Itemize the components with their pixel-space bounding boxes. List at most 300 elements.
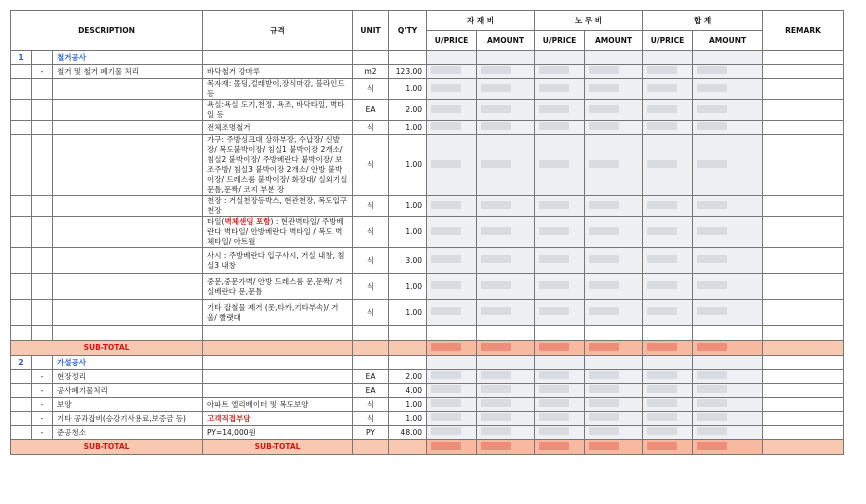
- item-dash: -: [32, 412, 53, 426]
- redacted-amount-cell: [477, 100, 535, 121]
- item-unit: 식: [353, 121, 389, 135]
- redacted-value: [431, 385, 461, 393]
- redacted-value: [539, 385, 569, 393]
- item-qty: 3.00: [389, 248, 427, 274]
- col-material-uprice: U/PRICE: [427, 31, 477, 51]
- subtotal-spec: SUB-TOTAL: [203, 440, 353, 455]
- number-cell: [11, 100, 32, 121]
- redacted-amount-cell: [477, 79, 535, 100]
- col-qty: Q'TY: [389, 11, 427, 51]
- redacted-amount-cell: [585, 79, 643, 100]
- empty-cell: [477, 326, 535, 341]
- redacted-value: [647, 227, 677, 235]
- redacted-value: [589, 442, 619, 450]
- redacted-value: [589, 385, 619, 393]
- qty-cell: [389, 440, 427, 455]
- redacted-amount-cell: [585, 135, 643, 196]
- redacted-amount-cell: [477, 135, 535, 196]
- redacted-value: [539, 201, 569, 209]
- item-unit: 식: [353, 217, 389, 248]
- item-spec: 바닥철거 강마루: [203, 65, 353, 79]
- col-unit: UNIT: [353, 11, 389, 51]
- remark-cell: [763, 121, 844, 135]
- redacted-amount-cell: [585, 274, 643, 300]
- item-dash: -: [32, 384, 53, 398]
- redacted-amount-cell: [535, 356, 585, 370]
- table-row: [11, 135, 844, 196]
- redacted-amount-cell: [427, 248, 477, 274]
- qty-cell: [389, 341, 427, 356]
- remark-cell: [763, 217, 844, 248]
- redacted-amount-cell: [643, 135, 693, 196]
- redacted-amount-cell: [535, 426, 585, 440]
- redacted-amount-cell: [427, 196, 477, 217]
- redacted-value: [431, 66, 461, 74]
- redacted-amount-cell: [535, 217, 585, 248]
- redacted-value: [697, 413, 727, 421]
- redacted-value: [697, 281, 727, 289]
- unit-cell: [353, 51, 389, 65]
- remark-cell: [763, 65, 844, 79]
- subtotal-spec: [203, 341, 353, 356]
- redacted-value: [647, 84, 677, 92]
- redacted-value: [539, 281, 569, 289]
- redacted-amount-cell: [427, 384, 477, 398]
- redacted-amount-cell: [535, 196, 585, 217]
- redacted-value: [481, 227, 511, 235]
- redacted-amount-cell: [585, 100, 643, 121]
- spec-cell: [203, 356, 353, 370]
- item-unit: 식: [353, 398, 389, 412]
- redacted-amount-cell: [427, 121, 477, 135]
- number-cell: [11, 79, 32, 100]
- redacted-value: [481, 122, 511, 130]
- redacted-amount-cell: [585, 196, 643, 217]
- redacted-amount-cell: [693, 79, 763, 100]
- item-description: [53, 248, 203, 274]
- empty-cell: [11, 326, 32, 341]
- redacted-value: [697, 371, 727, 379]
- redacted-value: [539, 343, 569, 351]
- redacted-value: [589, 255, 619, 263]
- redacted-amount-cell: [477, 341, 535, 356]
- redacted-value: [647, 255, 677, 263]
- redacted-amount-cell: [427, 217, 477, 248]
- item-qty: 4.00: [389, 384, 427, 398]
- table-row: [11, 196, 844, 217]
- item-spec: [203, 217, 353, 248]
- redacted-amount-cell: [535, 300, 585, 326]
- redacted-amount-cell: [427, 341, 477, 356]
- redacted-amount-cell: [585, 426, 643, 440]
- section-number: 1: [11, 51, 32, 65]
- redacted-value: [481, 371, 511, 379]
- redacted-amount-cell: [643, 274, 693, 300]
- remark-cell: [763, 412, 844, 426]
- item-qty: 1.00: [389, 398, 427, 412]
- remark-cell: [763, 248, 844, 274]
- redacted-amount-cell: [643, 426, 693, 440]
- redacted-amount-cell: [535, 398, 585, 412]
- redacted-value: [697, 105, 727, 113]
- table-row: [11, 100, 844, 121]
- redacted-amount-cell: [693, 248, 763, 274]
- col-spec: 규격: [203, 11, 353, 51]
- redacted-value: [481, 160, 511, 168]
- redacted-value: [589, 227, 619, 235]
- redacted-amount-cell: [643, 217, 693, 248]
- redacted-amount-cell: [693, 440, 763, 455]
- remark-cell: [763, 274, 844, 300]
- redacted-value: [647, 160, 677, 168]
- number-cell: [11, 217, 32, 248]
- col-remark: REMARK: [763, 11, 844, 51]
- item-unit: 식: [353, 79, 389, 100]
- redacted-value: [589, 160, 619, 168]
- item-spec: [203, 370, 353, 384]
- item-dash: [32, 300, 53, 326]
- empty-cell: [585, 326, 643, 341]
- spec-cell: [203, 51, 353, 65]
- redacted-amount-cell: [693, 135, 763, 196]
- redacted-amount-cell: [585, 412, 643, 426]
- redacted-amount-cell: [427, 135, 477, 196]
- redacted-value: [431, 371, 461, 379]
- redacted-amount-cell: [535, 51, 585, 65]
- unit-cell: [353, 341, 389, 356]
- redacted-value: [481, 442, 511, 450]
- redacted-value: [539, 105, 569, 113]
- item-dash: -: [32, 65, 53, 79]
- spec-text: ) : 현관벽타일/ 주방베란다 벽타일/ 안방베란다 벽타일 / 복도 벽체타일/ 아트월: [207, 217, 344, 246]
- redacted-amount-cell: [427, 412, 477, 426]
- item-description: [53, 79, 203, 100]
- redacted-value: [589, 66, 619, 74]
- col-total-uprice: U/PRICE: [643, 31, 693, 51]
- empty-cell: [203, 326, 353, 341]
- redacted-value: [481, 385, 511, 393]
- redacted-amount-cell: [585, 370, 643, 384]
- item-qty: 48.00: [389, 426, 427, 440]
- number-cell: [11, 412, 32, 426]
- redacted-amount-cell: [535, 440, 585, 455]
- redacted-amount-cell: [585, 440, 643, 455]
- number-cell: [11, 274, 32, 300]
- redacted-value: [539, 307, 569, 315]
- redacted-amount-cell: [585, 65, 643, 79]
- item-dash: [32, 135, 53, 196]
- redacted-value: [431, 413, 461, 421]
- redacted-value: [589, 399, 619, 407]
- number-cell: [11, 248, 32, 274]
- redacted-amount-cell: [477, 426, 535, 440]
- redacted-value: [539, 160, 569, 168]
- item-unit: 식: [353, 248, 389, 274]
- redacted-value: [589, 281, 619, 289]
- redacted-value: [431, 442, 461, 450]
- item-dash: [32, 248, 53, 274]
- spec-text: 타일(: [207, 217, 225, 226]
- remark-cell: [763, 370, 844, 384]
- redacted-amount-cell: [693, 384, 763, 398]
- item-unit: PY: [353, 426, 389, 440]
- redacted-amount-cell: [427, 274, 477, 300]
- redacted-amount-cell: [585, 356, 643, 370]
- item-spec: 중문,중문가벽/ 안방 드레스룸 문,문짝/ 거실베란다 문,문틀: [203, 274, 353, 300]
- redacted-amount-cell: [643, 65, 693, 79]
- redacted-value: [539, 227, 569, 235]
- redacted-value: [431, 84, 461, 92]
- redacted-amount-cell: [535, 274, 585, 300]
- item-description: [53, 274, 203, 300]
- redacted-amount-cell: [693, 426, 763, 440]
- item-qty: 2.00: [389, 100, 427, 121]
- section-dash-cell: [32, 356, 53, 370]
- section-title: 철거공사: [53, 51, 203, 65]
- table-row: [11, 384, 844, 398]
- qty-cell: [389, 51, 427, 65]
- subtotal-row: [11, 440, 844, 455]
- redacted-amount-cell: [477, 248, 535, 274]
- redacted-amount-cell: [427, 370, 477, 384]
- number-cell: [11, 398, 32, 412]
- redacted-amount-cell: [427, 79, 477, 100]
- item-qty: 1.00: [389, 79, 427, 100]
- item-dash: [32, 274, 53, 300]
- number-cell: [11, 196, 32, 217]
- redacted-value: [697, 427, 727, 435]
- redacted-value: [697, 201, 727, 209]
- redacted-value: [431, 255, 461, 263]
- item-qty: 1.00: [389, 135, 427, 196]
- number-cell: [11, 370, 32, 384]
- remark-cell: [763, 426, 844, 440]
- redacted-value: [431, 122, 461, 130]
- remark-cell: [763, 51, 844, 65]
- redacted-value: [647, 307, 677, 315]
- table-row: [11, 426, 844, 440]
- item-spec: 목자재: 몰딩,걸레받이,장식마감, 블라인드 등: [203, 79, 353, 100]
- redacted-value: [697, 227, 727, 235]
- col-material: 자 재 비: [427, 11, 535, 31]
- section-row: [11, 51, 844, 65]
- redacted-amount-cell: [693, 356, 763, 370]
- item-qty: 1.00: [389, 121, 427, 135]
- redacted-value: [431, 227, 461, 235]
- redacted-amount-cell: [693, 100, 763, 121]
- redacted-amount-cell: [477, 300, 535, 326]
- redacted-amount-cell: [427, 398, 477, 412]
- redacted-value: [589, 343, 619, 351]
- redacted-value: [431, 343, 461, 351]
- redacted-amount-cell: [477, 356, 535, 370]
- redacted-amount-cell: [693, 412, 763, 426]
- table-row: [11, 300, 844, 326]
- redacted-value: [539, 413, 569, 421]
- redacted-value: [431, 399, 461, 407]
- redacted-amount-cell: [477, 440, 535, 455]
- redacted-value: [647, 66, 677, 74]
- redacted-value: [539, 66, 569, 74]
- redacted-value: [431, 201, 461, 209]
- redacted-amount-cell: [477, 217, 535, 248]
- item-spec: 기타 잡철물 제거 (못,타카,기타부속)/ 거울/ 빨랫대: [203, 300, 353, 326]
- redacted-value: [647, 122, 677, 130]
- redacted-amount-cell: [427, 100, 477, 121]
- redacted-value: [539, 427, 569, 435]
- redacted-value: [589, 122, 619, 130]
- redacted-value: [697, 399, 727, 407]
- redacted-amount-cell: [585, 384, 643, 398]
- redacted-amount-cell: [477, 274, 535, 300]
- item-spec: 가구: 주방싱크대 상하부장, 수납장/ 신발장/ 복도붙박이장/ 침실1 붙박이장 2개소/ 침실2 붙박이장/ 주방베란다 붙박이장/ 보조주방/ 침실3 붙박이장 2개소/ 안방 붙박이장/ 드레스룸 붙박이장/ 화장대/ 실외기실 문틀,문짝/ 코지 부분 장: [203, 135, 353, 196]
- redacted-value: [539, 84, 569, 92]
- item-spec: PY=14,000원: [203, 426, 353, 440]
- remark-cell: [763, 196, 844, 217]
- redacted-amount-cell: [643, 412, 693, 426]
- item-spec: 아파트 엘리베이터 및 복도보양: [203, 398, 353, 412]
- empty-cell: [353, 326, 389, 341]
- item-description: 철거 및 철거 폐기물 처리: [53, 65, 203, 79]
- remark-cell: [763, 384, 844, 398]
- redacted-amount-cell: [427, 356, 477, 370]
- redacted-amount-cell: [643, 100, 693, 121]
- redacted-value: [697, 122, 727, 130]
- estimate-table: [10, 10, 844, 455]
- redacted-amount-cell: [693, 341, 763, 356]
- redacted-value: [647, 105, 677, 113]
- item-unit: 식: [353, 135, 389, 196]
- item-description: 보양: [53, 398, 203, 412]
- redacted-amount-cell: [477, 196, 535, 217]
- redacted-amount-cell: [427, 65, 477, 79]
- item-spec: 욕실:욕실 도기,천정, 욕조, 바닥타일, 벽타일 등: [203, 100, 353, 121]
- redacted-value: [697, 160, 727, 168]
- redacted-amount-cell: [643, 440, 693, 455]
- item-unit: EA: [353, 370, 389, 384]
- redacted-value: [647, 399, 677, 407]
- item-unit: 식: [353, 196, 389, 217]
- empty-cell: [427, 326, 477, 341]
- redacted-value: [431, 427, 461, 435]
- item-dash: [32, 79, 53, 100]
- item-description: 준공청소: [53, 426, 203, 440]
- redacted-amount-cell: [643, 196, 693, 217]
- redacted-amount-cell: [585, 341, 643, 356]
- redacted-value: [481, 399, 511, 407]
- table-row: [11, 248, 844, 274]
- empty-cell: [53, 326, 203, 341]
- spec-highlight: 벽체샌딩 포함: [224, 217, 271, 226]
- redacted-value: [647, 281, 677, 289]
- redacted-value: [697, 385, 727, 393]
- remark-cell: [763, 356, 844, 370]
- redacted-amount-cell: [643, 51, 693, 65]
- redacted-amount-cell: [643, 300, 693, 326]
- redacted-value: [589, 201, 619, 209]
- qty-cell: [389, 356, 427, 370]
- redacted-amount-cell: [535, 65, 585, 79]
- redacted-amount-cell: [585, 51, 643, 65]
- item-dash: [32, 196, 53, 217]
- redacted-value: [697, 84, 727, 92]
- redacted-amount-cell: [693, 398, 763, 412]
- redacted-amount-cell: [693, 217, 763, 248]
- redacted-amount-cell: [643, 248, 693, 274]
- item-spec: [203, 412, 353, 426]
- col-labor-amount: AMOUNT: [585, 31, 643, 51]
- empty-cell: [389, 326, 427, 341]
- redacted-amount-cell: [693, 300, 763, 326]
- item-dash: -: [32, 398, 53, 412]
- col-description: DESCRIPTION: [11, 11, 203, 51]
- col-labor-uprice: U/PRICE: [535, 31, 585, 51]
- spec-highlight: 고객직접부담: [207, 413, 251, 423]
- section-dash-cell: [32, 51, 53, 65]
- redacted-amount-cell: [643, 356, 693, 370]
- redacted-value: [647, 343, 677, 351]
- col-labor: 노 무 비: [535, 11, 643, 31]
- empty-cell: [763, 326, 844, 341]
- unit-cell: [353, 440, 389, 455]
- redacted-amount-cell: [643, 79, 693, 100]
- item-spec: 천장 : 거실천장등박스, 현관천장, 복도입구천장: [203, 196, 353, 217]
- item-dash: [32, 217, 53, 248]
- redacted-amount-cell: [477, 398, 535, 412]
- item-unit: 식: [353, 274, 389, 300]
- redacted-amount-cell: [477, 65, 535, 79]
- redacted-value: [481, 307, 511, 315]
- redacted-value: [539, 122, 569, 130]
- item-description: [53, 100, 203, 121]
- table-row: [11, 79, 844, 100]
- redacted-amount-cell: [585, 398, 643, 412]
- item-description: [53, 135, 203, 196]
- redacted-amount-cell: [427, 51, 477, 65]
- item-qty: 1.00: [389, 300, 427, 326]
- table-row: [11, 217, 844, 248]
- item-qty: 1.00: [389, 412, 427, 426]
- redacted-amount-cell: [535, 248, 585, 274]
- remark-cell: [763, 100, 844, 121]
- col-total: 합 계: [643, 11, 763, 31]
- subtotal-label: SUB-TOTAL: [11, 440, 203, 455]
- redacted-amount-cell: [535, 121, 585, 135]
- redacted-amount-cell: [693, 274, 763, 300]
- number-cell: [11, 384, 32, 398]
- section-title: 가설공사: [53, 356, 203, 370]
- redacted-amount-cell: [643, 370, 693, 384]
- item-unit: 식: [353, 412, 389, 426]
- table-row: [11, 121, 844, 135]
- redacted-amount-cell: [477, 121, 535, 135]
- redacted-value: [647, 442, 677, 450]
- redacted-value: [481, 201, 511, 209]
- item-description: 공사폐기물처리: [53, 384, 203, 398]
- unit-cell: [353, 356, 389, 370]
- table-row: [11, 412, 844, 426]
- redacted-value: [589, 307, 619, 315]
- remark-cell: [763, 79, 844, 100]
- number-cell: [11, 65, 32, 79]
- redacted-amount-cell: [535, 135, 585, 196]
- remark-cell: [763, 341, 844, 356]
- redacted-value: [481, 413, 511, 421]
- redacted-amount-cell: [535, 341, 585, 356]
- remark-cell: [763, 300, 844, 326]
- redacted-amount-cell: [643, 341, 693, 356]
- item-spec: 전체조명철거: [203, 121, 353, 135]
